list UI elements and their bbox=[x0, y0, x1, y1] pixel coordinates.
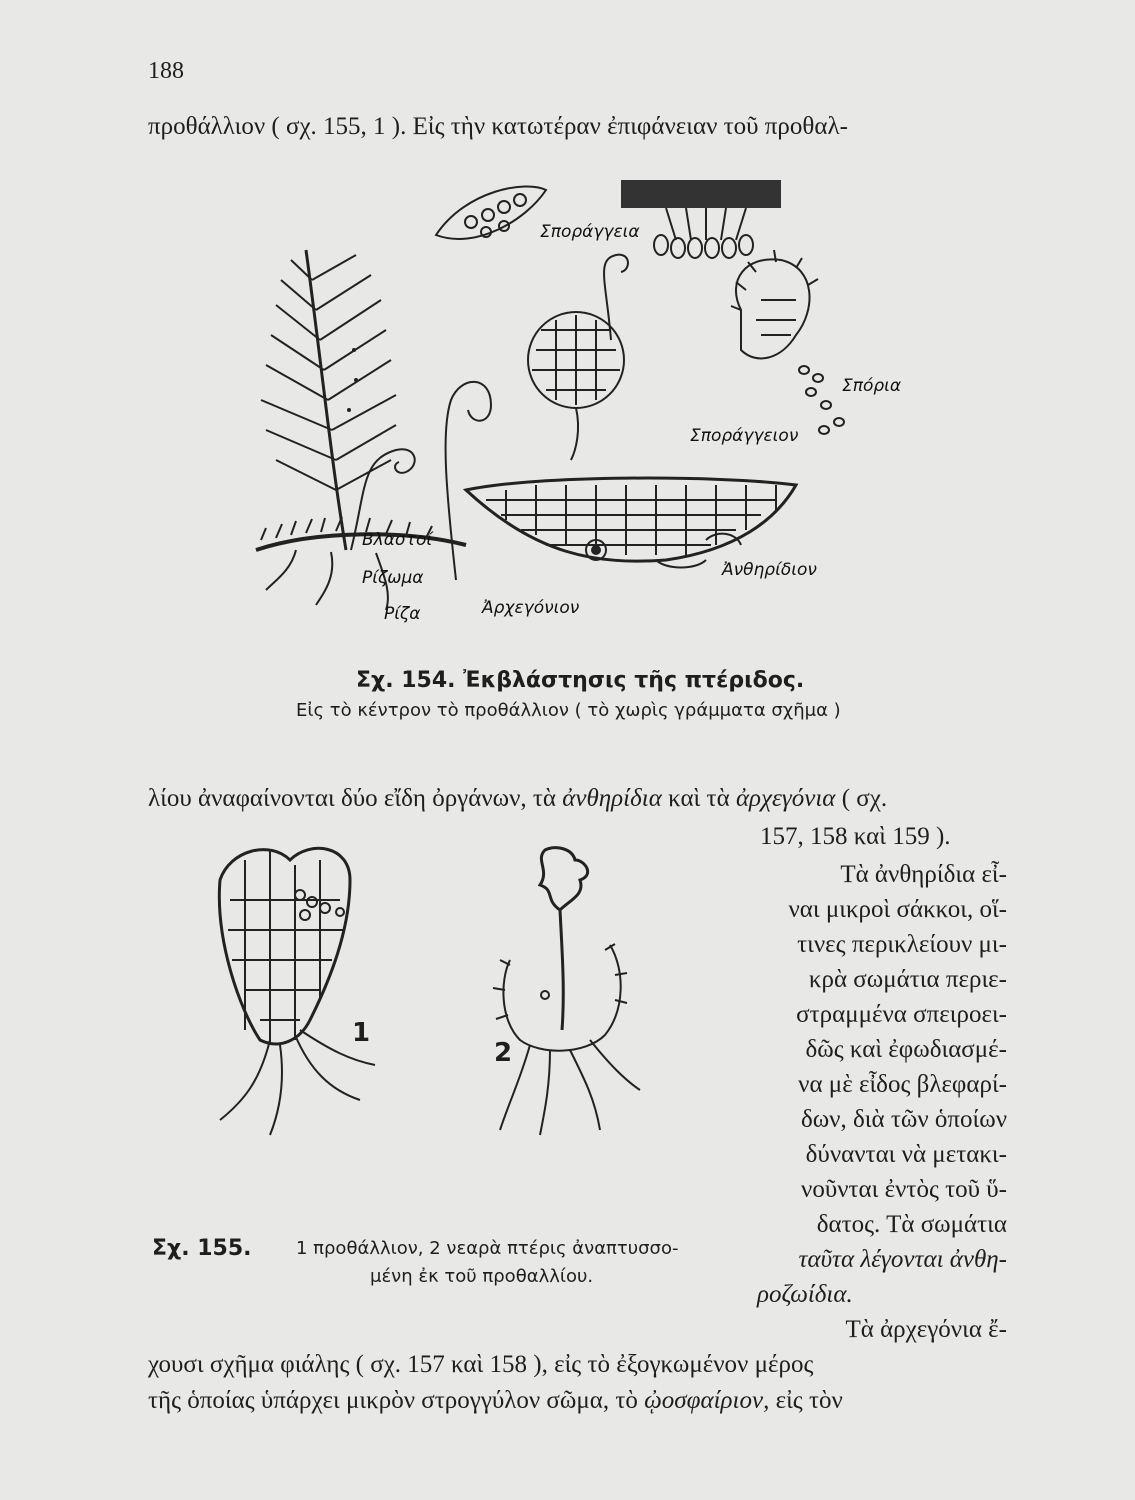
label-antheridion: Ἀνθηρίδιον bbox=[722, 560, 817, 580]
figure-155-caption-title: Σχ. 155. bbox=[152, 1236, 252, 1261]
term-antheridia: ἀνθηρίδια bbox=[562, 785, 662, 812]
right-column-line: ναι μικροὶ σάκκοι, οἵ- bbox=[788, 896, 1007, 923]
right-column-line: να μὲ εἶδος βλεφαρί- bbox=[798, 1071, 1007, 1098]
body-line-2-part-a: λίου ἀναφαίνονται δύο εἴδη ὀργάνων, τὰ bbox=[148, 785, 557, 812]
body-bottom-line-2 bbox=[148, 1388, 843, 1413]
label-rizoma: Ρίζωμα bbox=[362, 568, 424, 588]
figure-155-number-1: 1 bbox=[352, 1018, 371, 1048]
right-column-line: Τὰ ἀρχεγόνια ἔ- bbox=[845, 1316, 1007, 1343]
right-column-line: δῶς καὶ ἐφωδιασμέ- bbox=[805, 1036, 1007, 1063]
figure-155-number-2: 2 bbox=[494, 1038, 513, 1068]
figure-154-caption-title: Σχ. 154. Ἐκβλάστησις τῆς πτέριδος. bbox=[356, 668, 805, 693]
label-sporangeion: Σποράγγειον bbox=[690, 426, 799, 446]
right-column-line: δατος. Τὰ σωμάτια bbox=[816, 1211, 1007, 1238]
right-column-line: κρὰ σωμάτια περιε- bbox=[808, 966, 1007, 993]
figure-155-illustration bbox=[200, 840, 700, 1140]
body-line-3: 157, 158 καὶ 159 ). bbox=[760, 823, 951, 850]
body-line-1: προθάλλιον ( σχ. 155, 1 ). Εἰς τὴν κατωτέραν ἐπιφάνειαν τοῦ προθαλ- bbox=[148, 113, 848, 140]
label-sporia: Σπόρια bbox=[842, 376, 902, 396]
body-bottom-line-2-part-a: τῆς ὁποίας ὑπάρχει μικρὸν στρογγύλον σῶμα, τὸ bbox=[148, 1387, 638, 1414]
right-column-line: Τὰ ἀνθηρίδια εἶ- bbox=[840, 861, 1007, 888]
label-archegonion: Ἀρχεγόνιον bbox=[482, 598, 580, 618]
right-column-line: ταῦτα λέγονται ἀνθη- bbox=[798, 1246, 1007, 1273]
figure-154-caption-subtitle: Εἰς τὸ κέντρον τὸ προθάλλιον ( τὸ χωρὶς γράμματα σχῆμα ) bbox=[296, 700, 841, 721]
page-number: 188 bbox=[148, 58, 184, 84]
right-column-line: ροζωίδια. bbox=[757, 1281, 853, 1308]
right-column-line: δων, διὰ τῶν ὁποίων bbox=[800, 1106, 1007, 1133]
right-column-line: στραμμένα σπειροει- bbox=[796, 1001, 1007, 1028]
body-line-2 bbox=[148, 786, 887, 811]
body-line-2-part-e: ( σχ. bbox=[841, 785, 888, 812]
body-bottom-line-2-part-c: εἰς τὸν bbox=[775, 1387, 843, 1414]
body-bottom-line-1: χουσι σχῆμα φιάλης ( σχ. 157 καὶ 158 ), εἰς τὸ ἐξογκωμένον μέρος bbox=[148, 1351, 814, 1378]
label-blastoi: Βλαστοί bbox=[362, 530, 433, 550]
right-column-line: δύνανται νὰ μετακι- bbox=[805, 1141, 1007, 1168]
right-column-line: νοῦνται ἐντὸς τοῦ ὕ- bbox=[801, 1176, 1007, 1203]
term-archegonia: ἀρχεγόνια bbox=[735, 785, 836, 812]
figure-155-caption-line-2: μένη ἐκ τοῦ προθαλλίου. bbox=[370, 1266, 594, 1287]
label-sporangeia: Σποράγγεια bbox=[540, 222, 640, 242]
label-riza: Ρίζα bbox=[384, 604, 421, 624]
right-column-line: τινες περικλείουν μι- bbox=[797, 931, 1007, 958]
term-oosphairion: ᾠοσφαίριον, bbox=[644, 1387, 770, 1414]
body-line-2-part-c: καὶ τὰ bbox=[668, 785, 730, 812]
figure-155-caption-line-1: 1 προθάλλιον, 2 νεαρὰ πτέρις ἀναπτυσσο- bbox=[296, 1238, 679, 1259]
